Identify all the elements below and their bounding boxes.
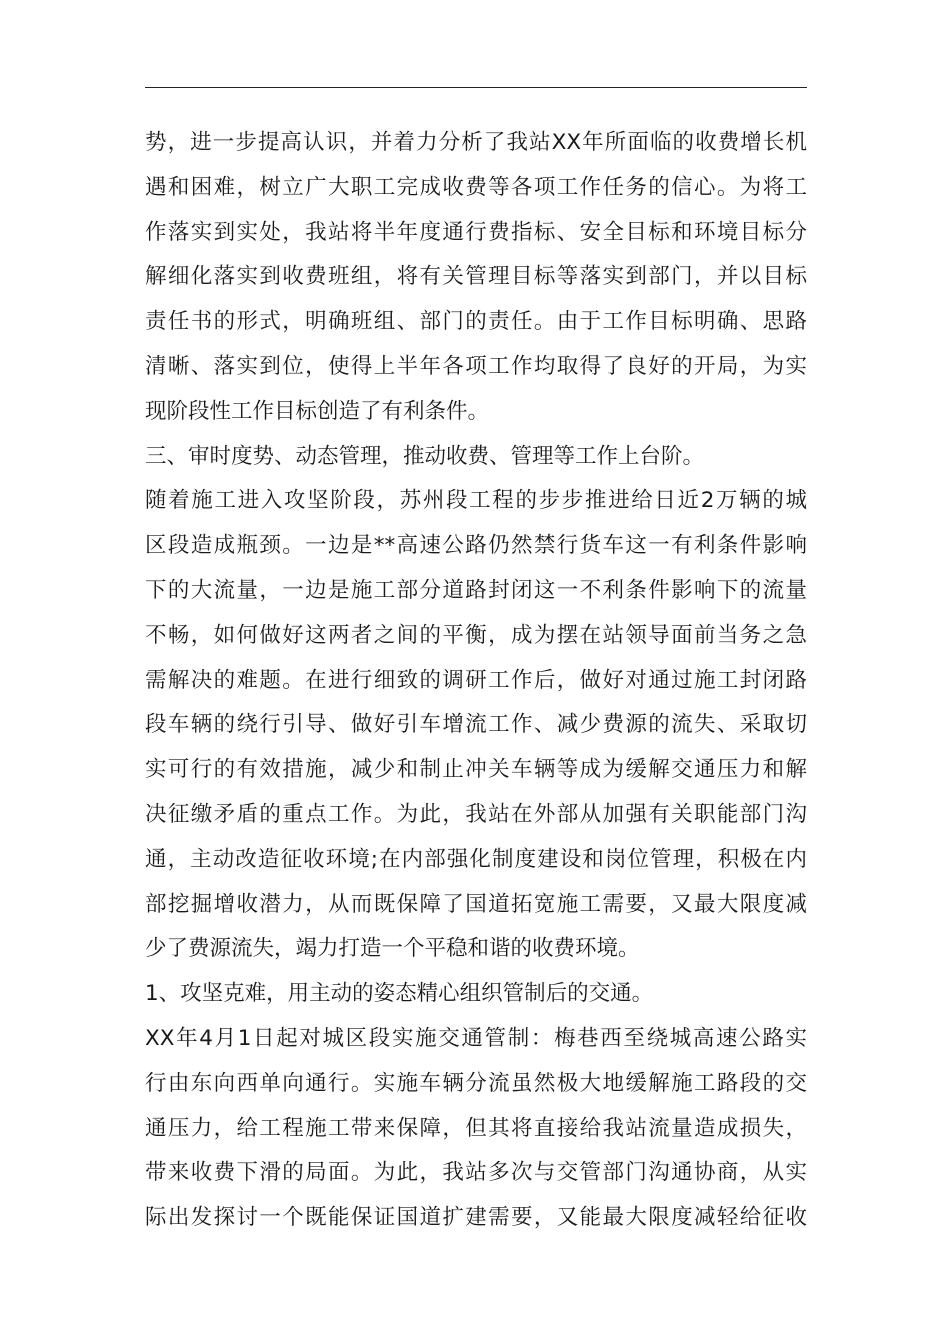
text-line: 责任书的形式，明确班组、部门的责任。由于工作目标明确、思路 (145, 309, 807, 335)
text-line: 际出发探讨一个既能保证国道扩建需要，又能最大限度减轻给征收 (145, 1205, 807, 1231)
text-line: 解细化落实到收费班组，将有关管理目标等落实到部门，并以目标 (145, 264, 807, 290)
text-line: 实可行的有效措施，减少和制止冲关车辆等成为缓解交通压力和解 (145, 757, 807, 783)
text-line: 作落实到实处，我站将半年度通行费指标、安全目标和环境目标分 (145, 219, 807, 245)
text-line: 势，进一步提高认识，并着力分析了我站XX年所面临的收费增长机 (145, 130, 807, 155)
text-line: 遇和困难，树立广大职工完成收费等各项工作任务的信心。为将工 (145, 174, 807, 200)
text-line: 段车辆的绕行引导、做好引车增流工作、减少费源的流失、采取切 (145, 712, 807, 738)
text-line: 下的大流量，一边是施工部分道路封闭这一不利条件影响下的流量 (145, 577, 807, 603)
text-line: XX年4月1日起对城区段实施交通管制：梅巷西至绕城高速公路实 (145, 1025, 807, 1051)
text-line: 现阶段性工作目标创造了有利条件。 (145, 398, 490, 424)
text-line: 行由东向西单向通行。实施车辆分流虽然极大地缓解施工路段的交 (145, 1070, 807, 1096)
text-line: 部挖掘增收潜力，从而既保障了国道拓宽施工需要，又最大限度减 (145, 891, 807, 917)
text-line: 清晰、落实到位，使得上半年各项工作均取得了良好的开局，为实 (145, 353, 807, 379)
text-line: 区段造成瓶颈。一边是**高速公路仍然禁行货车这一有利条件影响 (145, 533, 807, 559)
text-line: 随着施工进入攻坚阶段，苏州段工程的步步推进给日近2万辆的城 (145, 488, 807, 514)
header-rule (145, 87, 807, 88)
section-heading: 三、审时度势、动态管理，推动收费、管理等工作上台阶。 (145, 443, 705, 469)
text-line: 少了费源流失，竭力打造一个平稳和谐的收费环境。 (145, 936, 640, 962)
subsection-heading: 1、攻坚克难，用主动的姿态精心组织管制后的交通。 (145, 981, 654, 1007)
text-line: 带来收费下滑的局面。为此，我站多次与交管部门沟通协商，从实 (145, 1160, 807, 1186)
text-line: 不畅，如何做好这两者之间的平衡，成为摆在站领导面前当务之急 (145, 622, 807, 648)
body-text (145, 121, 807, 1241)
text-line: 通，主动改造征收环境;在内部强化制度建设和岗位管理，积极在内 (145, 846, 807, 872)
text-line: 决征缴矛盾的重点工作。为此，我站在外部从加强有关职能部门沟 (145, 801, 807, 827)
text-line: 需解决的难题。在进行细致的调研工作后，做好对通过施工封闭路 (145, 667, 807, 693)
text-line: 通压力，给工程施工带来保障，但其将直接给我站流量造成损失， (145, 1115, 807, 1141)
